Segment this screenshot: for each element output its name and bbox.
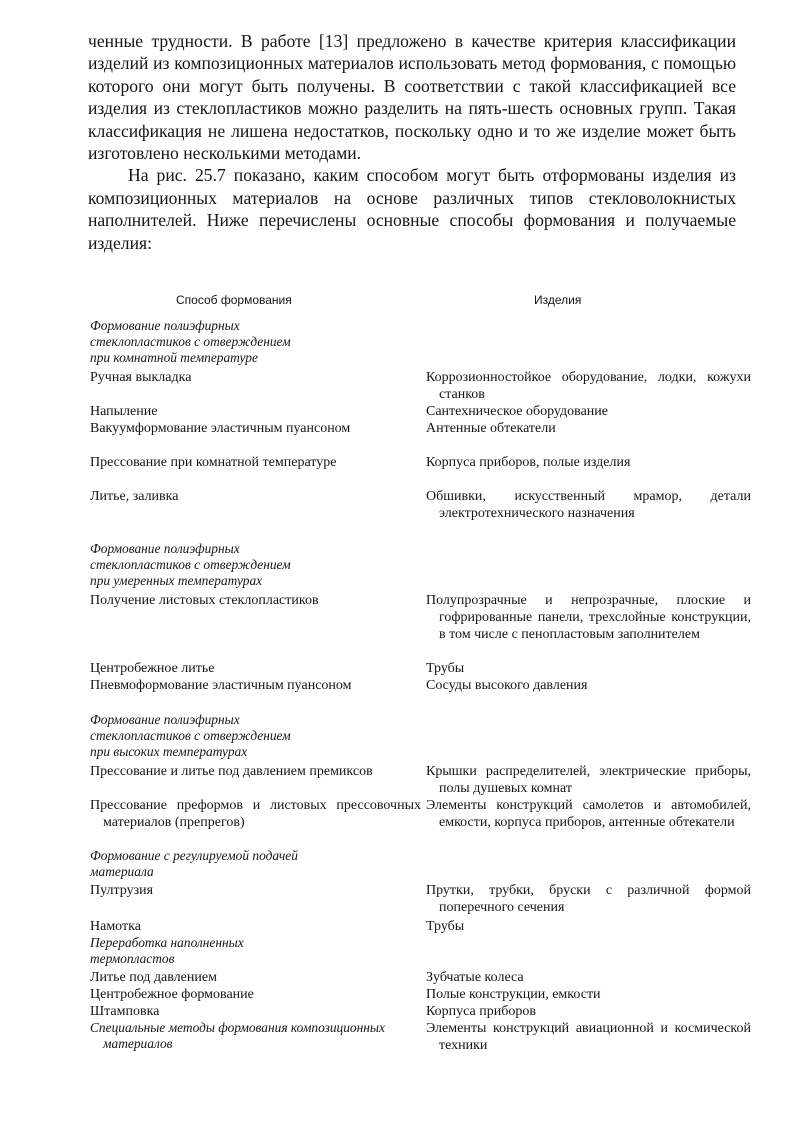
column-header-method: Способ формования (176, 293, 292, 307)
method-cell: Центробежное литье (90, 661, 215, 676)
products-cell: Сантехническое оборудование (426, 404, 608, 419)
method-cell: Ручная выкладка (90, 370, 192, 385)
method-cell: Вакуумформование эластичным пуансоном (90, 421, 351, 436)
products-cell: Прутки, трубки, бруски с различной формой поперечного сечения (426, 883, 751, 915)
method-cell: Прессование при комнатной температуре (90, 455, 337, 470)
method-cell: Прессование преформов и листовых прессовочных материалов (препрегов) (90, 798, 421, 830)
section-title: Формование с регулируемой подачей материала (90, 848, 298, 880)
products-cell: Трубы (426, 661, 465, 676)
products-cell: Элементы конструкций самолетов и автомобилей, емкости, корпуса приборов, антенные обтекатели (426, 798, 751, 830)
section-title: Переработка наполненных термопластов (90, 935, 244, 967)
method-cell: Литье, заливка (90, 489, 179, 504)
section-title: Формование полиэфирных стеклопластиков с отверждением при комнатной температуре (90, 318, 291, 366)
section-title: Формование полиэфирных стеклопластиков с отверждением при умеренных температурах (90, 541, 291, 589)
products-cell: Крышки распределителей, электрические приборы, полы душевых комнат (426, 764, 751, 796)
products-cell: Корпуса приборов (426, 1004, 536, 1019)
method-cell: Пневмоформование эластичным пуансоном (90, 678, 352, 693)
section-title: Формование полиэфирных стеклопластиков с отверждением при высоких температурах (90, 712, 291, 760)
products-cell: Трубы (426, 919, 465, 934)
method-cell: Штамповка (90, 1004, 160, 1019)
intro-paragraph-2: На рис. 25.7 показано, каким способом могут быть отформованы изделия из композиционных материалов на основе различных типов стекловолокнистых наполнителей. Ниже перечислены основные способы формования и получаемые изделия: (88, 165, 736, 253)
method-cell: Литье под давлением (90, 970, 217, 985)
products-cell: Корпуса приборов, полые изделия (426, 455, 631, 470)
products-cell: Коррозионностойкое оборудование, лодки, кожухи станков (426, 370, 751, 402)
method-cell: Прессование и литье под давлением премиксов (90, 764, 373, 779)
products-cell: Зубчатые колеса (426, 970, 524, 985)
method-cell: Намотка (90, 919, 141, 934)
products-cell: Антенные обтекатели (426, 421, 556, 436)
products-cell: Сосуды высокого давления (426, 678, 588, 693)
method-cell: Получение листовых стеклопластиков (90, 593, 319, 608)
method-cell: Центробежное формование (90, 987, 254, 1002)
intro-paragraph-1: ченные трудности. В работе [13] предложено в качестве критерия классификации изделий из композиционных материалов использовать метод формования, с помощью которого они могут быть получены. В соответствии с такой классификацией все изделия из стеклопластиков можно разделить на пять-шесть основных групп. Такая классификация не лишена недостатков, поскольку одно и то же изделие может быть изготовлено несколькими методами. (88, 31, 736, 164)
section-title: Специальные методы формования композиционных материалов (90, 1020, 385, 1052)
method-cell: Напыление (90, 404, 158, 419)
products-cell: Полупрозрачные и непрозрачные, плоские и гофрированные панели, трехслойные конструкции, в том числе с пенопластовым заполнителем (426, 593, 751, 642)
products-cell: Элементы конструкций авиационной и космической техники (426, 1021, 751, 1053)
column-header-products: Изделия (534, 293, 582, 307)
method-cell: Пултрузия (90, 883, 154, 898)
products-cell: Полые конструкции, емкости (426, 987, 601, 1002)
intro-text (88, 30, 736, 254)
products-cell: Обшивки, искусственный мрамор, детали электротехнического назначения (426, 489, 751, 521)
